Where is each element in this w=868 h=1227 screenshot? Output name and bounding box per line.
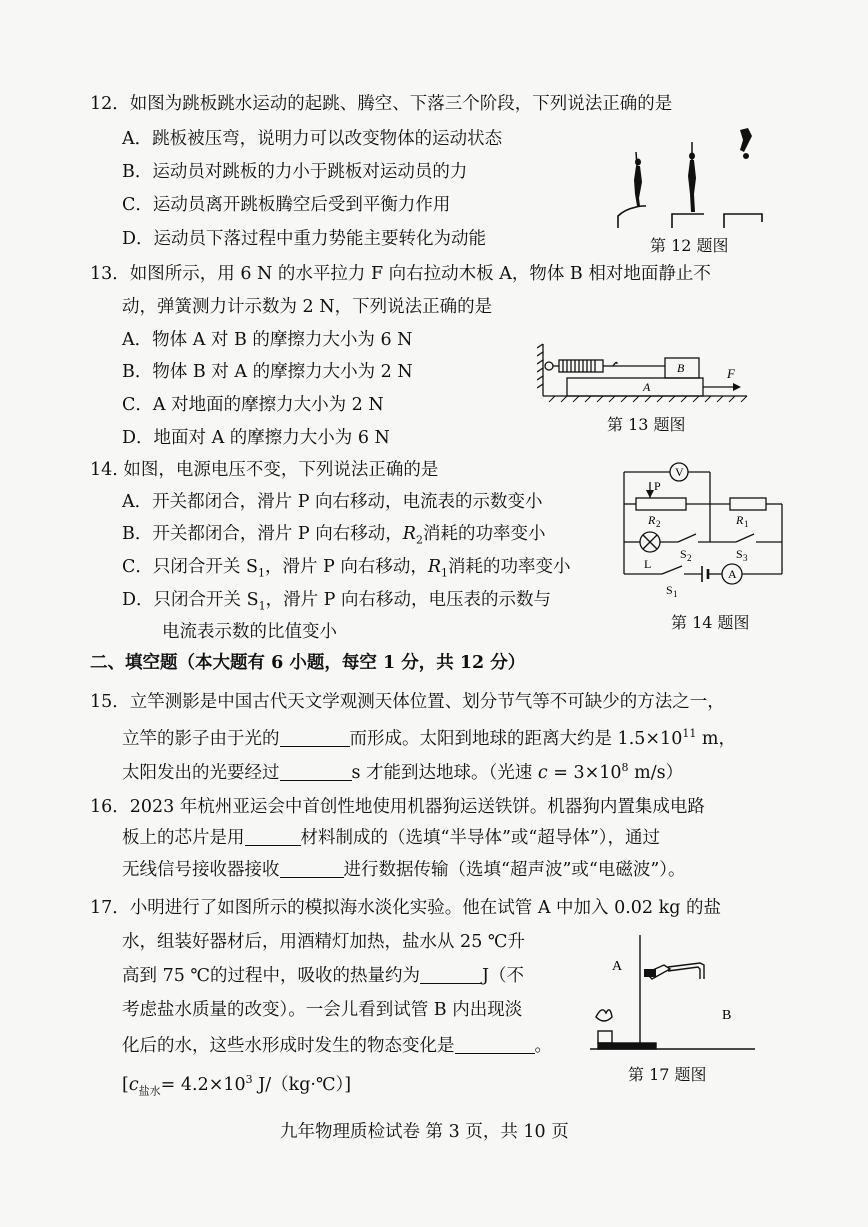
q17-line6: [$c_{盐水}= 4.2\times 10^3$ J/（kg·℃）] — [122, 1073, 352, 1098]
q17-line2: 水，组装好器材后，用酒精灯加热，盐水从 25 ℃升 — [122, 932, 525, 952]
section-2-heading: 二、填空题（本大题有 6 小题，每空 1 分，共 12 分） — [90, 653, 526, 673]
q17-distillation-figure — [590, 925, 760, 1055]
q14-s3-label: S — [736, 547, 743, 561]
q14-s2-sub: 2 — [687, 553, 692, 563]
page-footer: 九年物理质检试卷 第 3 页，共 10 页 — [280, 1122, 569, 1142]
q14-option-c: C．只闭合开关 $S_1$，滑片 P 向右移动，$R_1$消耗的功率变小 — [122, 557, 571, 580]
q12-option-a: A．跳板被压弯，说明力可以改变物体的运动状态 — [122, 129, 503, 149]
q17-line1: 17．小明进行了如图所示的模拟海水淡化实验。他在试管 A 中加入 0.02 kg 的盐 — [90, 898, 721, 918]
q15-line1: 15．立竿测影是中国古代天文学观测天体位置、划分节气等不可缺少的方法之一， — [90, 692, 725, 712]
q12-option-c: C．运动员离开跳板腾空后受到平衡力作用 — [122, 195, 451, 215]
q16-blank-2[interactable] — [280, 859, 344, 878]
q14-stem: 14. 如图，电源电压不变，下列说法正确的是 — [90, 460, 439, 480]
q12-stem: 12．如图为跳板跳水运动的起跳、腾空、下落三个阶段，下列说法正确的是 — [90, 94, 673, 114]
q14-option-d-cont: 电流表示数的比值变小 — [162, 622, 337, 642]
q13-option-b: B．物体 B 对 A 的摩擦力大小为 2 N — [122, 362, 413, 382]
q12-option-d: D．运动员下落过程中重力势能主要转化为动能 — [122, 229, 487, 249]
q16-line1: 16．2023 年杭州亚运会中首创性地使用机器狗运送铁饼。机器狗内置集成电路 — [90, 797, 705, 817]
q17-line5: 化后的水，这些水形成时发生的物态变化是 。 — [122, 1036, 552, 1056]
q17-blank-1[interactable] — [420, 965, 482, 984]
q13-stem-line1: 13．如图所示，用 6 N 的水平拉力 F 向右拉动木板 A，物体 B 相对地面静止不 — [90, 264, 711, 284]
q13-stem-line2: 动，弹簧测力计示数为 2 N，下列说法正确的是 — [122, 297, 493, 317]
q14-r1-sub: 1 — [744, 519, 749, 529]
q16-line2: 板上的芯片是用 材料制成的（选填“半导体”或“超导体”），通过 — [122, 828, 661, 848]
q14-option-d: D．只闭合开关 $S_1$，滑片 P 向右移动，电压表的示数与 — [122, 590, 551, 613]
q14-s2-label: S — [680, 547, 687, 561]
q12-diving-figure — [612, 122, 772, 232]
q13-option-c: C．A 对地面的摩擦力大小为 2 N — [122, 395, 384, 415]
q14-slider-label: P — [654, 479, 661, 493]
q14-caption: 第 14 题图 — [671, 613, 750, 632]
q14-ammeter-label: A — [728, 567, 737, 581]
q14-option-a: A．开关都闭合，滑片 P 向右移动，电流表的示数变小 — [122, 492, 543, 512]
q15-blank-1[interactable] — [280, 728, 350, 747]
q13-caption: 第 13 题图 — [607, 415, 686, 434]
q17-line4: 考虑盐水质量的改变）。一会儿看到试管 B 内出现淡 — [122, 1000, 523, 1020]
q14-r2-sub: 2 — [656, 519, 661, 529]
q16-line3: 无线信号接收器接收 进行数据传输（选填“超声波”或“电磁波”）。 — [122, 860, 686, 880]
q13-label-f: F — [727, 366, 735, 381]
q14-r2-label: R — [648, 513, 656, 527]
q14-circuit-figure — [618, 462, 788, 602]
q12-option-b: B．运动员对跳板的力小于跳板对运动员的力 — [122, 162, 468, 182]
q14-lamp-label: L — [644, 557, 652, 571]
q12-caption: 第 12 题图 — [650, 236, 729, 255]
q15-line3: 太阳发出的光要经过 s 才能到达地球。（光速 $c = 3\times 10^8$ m/s） — [122, 761, 684, 783]
q17-caption: 第 17 题图 — [628, 1065, 707, 1084]
q16-blank-1[interactable] — [245, 827, 301, 846]
q14-option-b: B．开关都闭合，滑片 P 向右移动，$R_2$消耗的功率变小 — [122, 524, 546, 547]
q14-s1-sub: 1 — [673, 589, 678, 599]
q13-option-d: D．地面对 A 的摩擦力大小为 6 N — [122, 428, 390, 448]
q17-line3: 高到 75 ℃的过程中，吸收的热量约为 J（不 — [122, 966, 524, 986]
q14-voltmeter-label: V — [675, 465, 684, 479]
q15-blank-2[interactable] — [280, 762, 352, 781]
q17-blank-2[interactable] — [455, 1035, 535, 1054]
q15-line2: 立竿的影子由于光的 而形成。太阳到地球的距离大约是 $1.5\times 10^{11}$ m， — [122, 727, 736, 749]
q17-label-a: A — [612, 959, 623, 974]
q13-option-a: A．物体 A 对 B 的摩擦力大小为 6 N — [122, 330, 413, 350]
q14-s1-label: S — [666, 583, 673, 597]
q14-s3-sub: 3 — [743, 553, 748, 563]
q13-label-a: A — [643, 380, 651, 394]
q13-label-b: B — [677, 361, 685, 375]
q17-label-b: B — [722, 1008, 732, 1023]
q14-r1-label: R — [736, 513, 744, 527]
q13-friction-figure — [537, 340, 757, 410]
